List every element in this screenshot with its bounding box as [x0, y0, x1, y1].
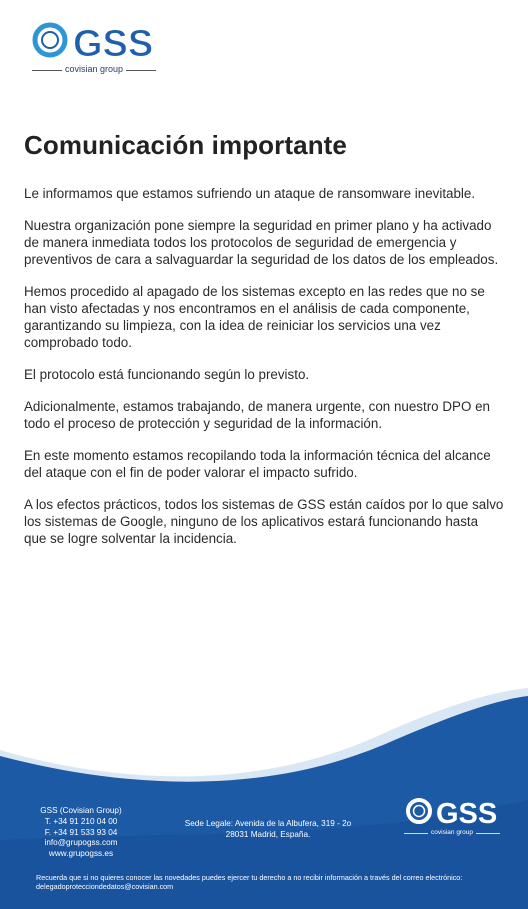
data-protection-email-link[interactable]: delegadoprotecciondedatos@covisian.com [36, 882, 174, 891]
paragraph-security-protocols: Nuestra organización pone siempre la seguridad en primer plano y ha activado de manera inmediata todos los protocolos de seguridad de emergencia y preventivos de cara a salvaguardar la seguridad de los datos de los empleados. [24, 218, 499, 267]
footer-gss-logo [404, 792, 500, 832]
logo-subtitle: covisian group [30, 64, 158, 74]
page-title: Comunicación importante [24, 130, 347, 160]
unsubscribe-note-text: Recuerda que si no quieres conocer las novedades puedes ejercer tu derecho a no recibir información a través del correo electrónico: [36, 873, 463, 882]
company-name: GSS (Covisian Group) [40, 806, 122, 815]
message-body [24, 185, 504, 562]
unsubscribe-note [36, 873, 506, 891]
footer-logo-subtitle: covisian group [404, 829, 500, 836]
logo-wordmark: GSS [73, 23, 154, 64]
paragraph-dpo-work: Adicionalmente, estamos trabajando, de manera urgente, con nuestro DPO en todo el proceso de protección y seguridad de la información. [24, 399, 490, 431]
address-line-1: Sede Legale: Avenida de la Albufera, 319 - 2o [184, 819, 352, 828]
paragraph-systems-down: A los efectos prácticos, todos los sistemas de GSS están caídos por lo que salvo los sistemas de Google, ninguno de los aplicativos estará funcionando hasta que se logre solventar la incidencia. [24, 497, 504, 546]
address [168, 818, 368, 840]
footer [0, 680, 528, 909]
paragraph-protocol-status: El protocolo está funcionando según lo previsto. [24, 367, 310, 382]
paragraph-ransomware-notice: Le informamos que estamos sufriendo un ataque de ransomware inevitable. [24, 186, 476, 201]
contact-info [36, 806, 126, 860]
fax-number: F. +34 91 533 93 04 [44, 827, 118, 837]
address-line-2: 28031 Madrid, España. [225, 830, 311, 839]
phone-number: T. +34 91 210 04 00 [44, 816, 118, 826]
paragraph-systems-shutdown: Hemos procedido al apagado de los sistemas excepto en las redes que no se han visto afectadas y nos encontramos en el análisis de cada componente, garantizando su limpieza, con la idea de reiniciar los servicios una vez comprobado todo. [24, 284, 485, 350]
email-link[interactable]: info@grupogss.com [44, 838, 118, 848]
paragraph-technical-info: En este momento estamos recopilando toda la información técnica del alcance del ataque con el fin de poder valorar el impacto sufrido. [24, 448, 491, 480]
footer-logo-wordmark: GSS [436, 798, 498, 830]
website-link[interactable]: www.grupogss.es [48, 849, 114, 859]
